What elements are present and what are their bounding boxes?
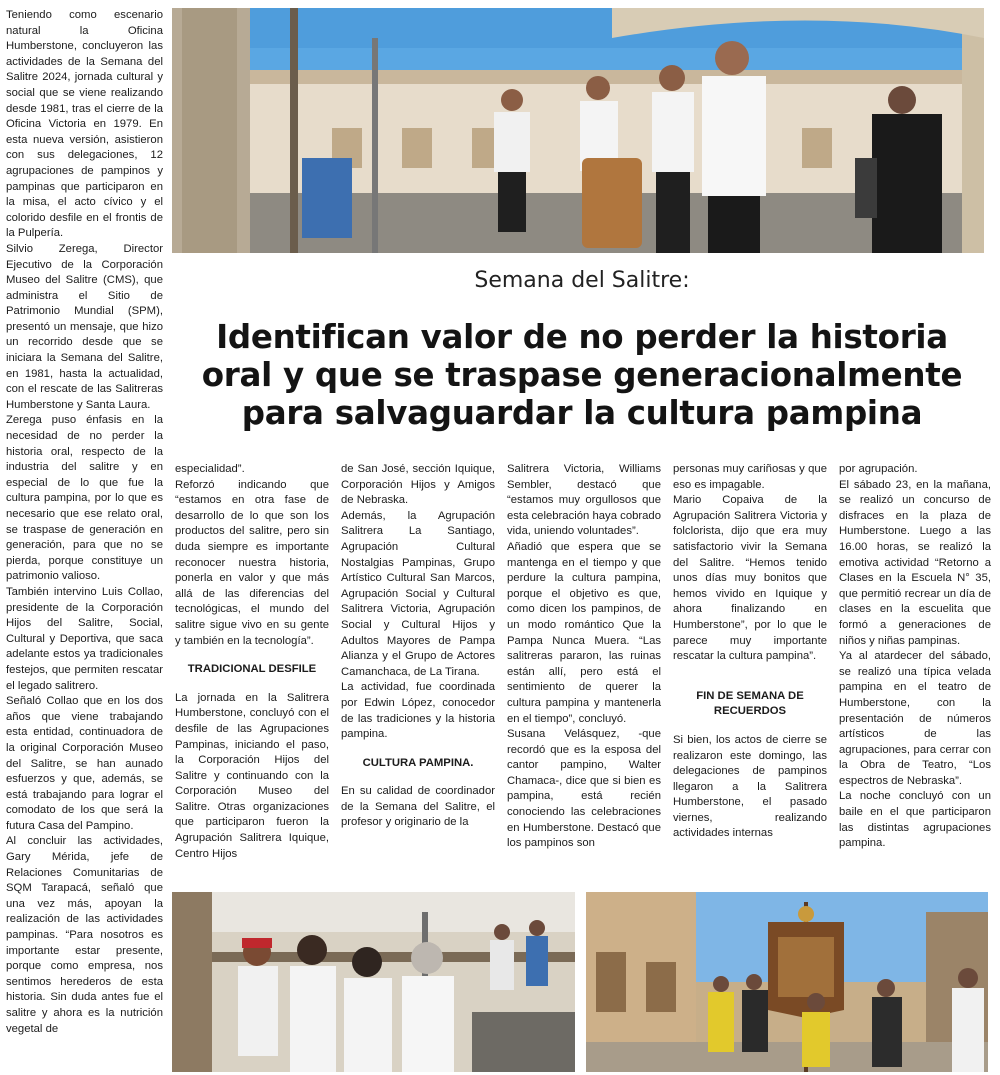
group-photo-illustration [172, 892, 575, 1072]
paragraph: Ya al atardecer del sábado, se realizó una típica velada pampina en el teatro de Humberstone, con la presentación de números artísticos de las agrupaciones, para cerrar con la Obra de Teatro, “Los espectros de Nebraska”. [839, 650, 991, 787]
section-heading: TRADICIONAL DESFILE [187, 663, 317, 676]
paragraph: de San José, sección Iquique, Corporación Hijos y Amigos de Nebraska. [341, 463, 495, 507]
column-3 [341, 462, 495, 831]
column-2 [175, 462, 329, 862]
column-4 [507, 462, 661, 852]
paragraph: El sábado 23, en la mañana, se realizó un concurso de disfraces en la plaza de Humberstone. Luego a las 16.00 horas, se realizó la emotiva actividad “Retorno a Clases en la Escuela N° 35, que permitió recrear un día de clases en la escuelita que formó a generaciones de niños y niñas pampinas. [839, 478, 991, 647]
paragraph: personas muy cariñosas y que eso es impagable. [673, 463, 827, 491]
column-6 [839, 462, 991, 852]
band-photo-illustration [172, 8, 984, 253]
headline-line: para salvaguardar la cultura pampina [241, 394, 923, 432]
paragraph: por agrupación. [839, 463, 918, 475]
article-headline [172, 318, 992, 432]
section-heading: CULTURA PAMPINA. [362, 756, 474, 769]
paragraph: La actividad, fue coordinada por Edwin López, conocedor de las tradiciones y la historia pampina. [341, 681, 495, 741]
paragraph: Al concluir las actividades, Gary Mérida, jefe de Relaciones Comunitarias de SQM Tarapacá, señaló que una vez más, apoyan la realización de las actividades pampinas. “Para nosotros es importante estar presente, porque como empresa, nos sentimos herederos de esta historia. Sin duda antes fue el salitre y ahora es la nutrición vegetal de [6, 835, 163, 1035]
parade-photo-illustration [586, 892, 988, 1072]
paragraph: Zerega puso énfasis en la necesidad de no perder la historia oral, respecto de la industria del salitre y en especial de lo que fue la cultura pampina, por lo que es necesario que ese relato oral, se traspase de generación en generación, para que no se pierda, porque constituye un patrimonio valioso. [6, 414, 163, 583]
headline-line: Identifican valor de no perder la historia [216, 318, 948, 356]
paragraph: Salitrera Victoria, Williams Sembler, destacó que “estamos muy orgullosos que esta celebración haya cobrado vida, uniendo voluntades”. [507, 463, 661, 538]
paragraph: especialidad”. [175, 463, 245, 475]
paragraph: Reforzó indicando que “estamos en otra fase de desarrollo de lo que son los productos del salitre, pero sin duda siempre es importante reconocer nuestra historia, ponerla en valor y que más allá de las diferencias del tecnológicas, el mundo del salitre sigue vivo en su gente y también en la tecnología”. [175, 478, 329, 647]
paragraph: Mario Copaiva de la Agrupación Salitrera Victoria y folclorista, dijo que era muy satisfactorio vivir la Semana del Salitre. “Hemos tenido unos días muy bonitos que hemos vivido en Iquique y ahora finalizando en Humberstone”, por lo que le parece muy importante rescatar la cultura pampina”. [673, 494, 827, 663]
headline-line: oral y que se traspase generacionalmente [201, 356, 963, 394]
paragraph: Teniendo como escenario natural la Oficina Humberstone, concluyeron las actividades de la Semana del Salitre 2024, jornada cultural y social que se viene realizando desde 1981, tras el cierre de la Oficina Victoria en 1979. En esta nueva versión, asistieron con sus delegaciones, 12 agrupaciones de pampinos y pampinas que participaron en la misa, el acto cívico y el colorido desfile en el frontis de la Pulpería. [6, 9, 163, 240]
paragraph: En su calidad de coordinador de la Semana del Salitre, el profesor y originario de la [341, 785, 495, 829]
paragraph: Señaló Collao que en los dos años que viene trabajando esta entidad, continuadora de la original Corporación Museo del Salitre, se han aunado esfuerzos y que, además, se está trabajando para lograr el comodato de los que será la futura Casa del Pampino. [6, 695, 163, 832]
paragraph: La jornada en la Salitrera Humberstone, concluyó con el desfile de las Agrupaciones Pampinas, iniciando el paso, la Corporación Hijos del Salitre y continuando con la Corporación Museo del Salitre. Otras organizaciones que participaron fueron la Agrupación Salitrera Iquique, Centro Hijos [175, 691, 329, 860]
group-photo [172, 892, 575, 1072]
paragraph: La noche concluyó con un baile en el que participaron las distintas agrupaciones pampina. [839, 790, 991, 850]
left-column [6, 8, 163, 1037]
parade-photo [586, 892, 988, 1072]
column-5 [673, 462, 827, 842]
article-kicker: Semana del Salitre: [474, 268, 690, 293]
paragraph: Si bien, los actos de cierre se realizaron este domingo, las delegaciones de pampinos llegaron a la Salitrera Humberstone, el pasado viernes, realizando actividades internas [673, 733, 827, 840]
paragraph: También intervino Luis Collao, presidente de la Corporación Hijos del Salitre, Social, Cultural y Deportiva, que saca adelante estos ya tradicionales festejos, que permiten rescatar el legado salitrero. [6, 585, 163, 692]
section-heading: FIN DE SEMANA DE RECUERDOS [696, 689, 804, 718]
paragraph: Añadió que espera que se mantenga en el tiempo y que perdure la cultura pampina, porque el objetivo es que, como dicen los pampinos, de un modo romántico Que la Pampa Nunca Muera. “Las salitreras pararon, las ruinas están allí, pero está el sentimiento de querer la cultura pampina y mantenerla en el tiempo”, concluyó. [507, 540, 661, 725]
paragraph: Silvio Zerega, Director Ejecutivo de la Corporación Museo del Salitre (CMS), que administra el Sitio de Patrimonio Mundial (SPM), presentó un mensaje, que hizo un recorrido desde que se iniciara la Semana del Salitre, en 1981, hasta la actualidad, con el rescate de las Salitreras Humberstone y Santa Laura. [6, 242, 163, 411]
paragraph: Además, la Agrupación Salitrera La Santiago, Agrupación Cultural Nostalgias Pampinas, Grupo Artístico Cultural San Marcos, Agrupación Social y Cultural Salitrera Victoria, Agrupación Social y Cultural Hijos y Adultos Mayores de Pampa Alianza y el Grupo de Actores Camanchaca, de La Tirana. [341, 509, 495, 678]
band-photo [172, 8, 984, 253]
paragraph: Susana Velásquez, -que recordó que es la esposa del cantor pampino, Walter Chamaca-, dice que si bien es pampina, está recién conociendo las celebraciones en Humberstone. Destacó que los pampinos son [507, 728, 661, 850]
